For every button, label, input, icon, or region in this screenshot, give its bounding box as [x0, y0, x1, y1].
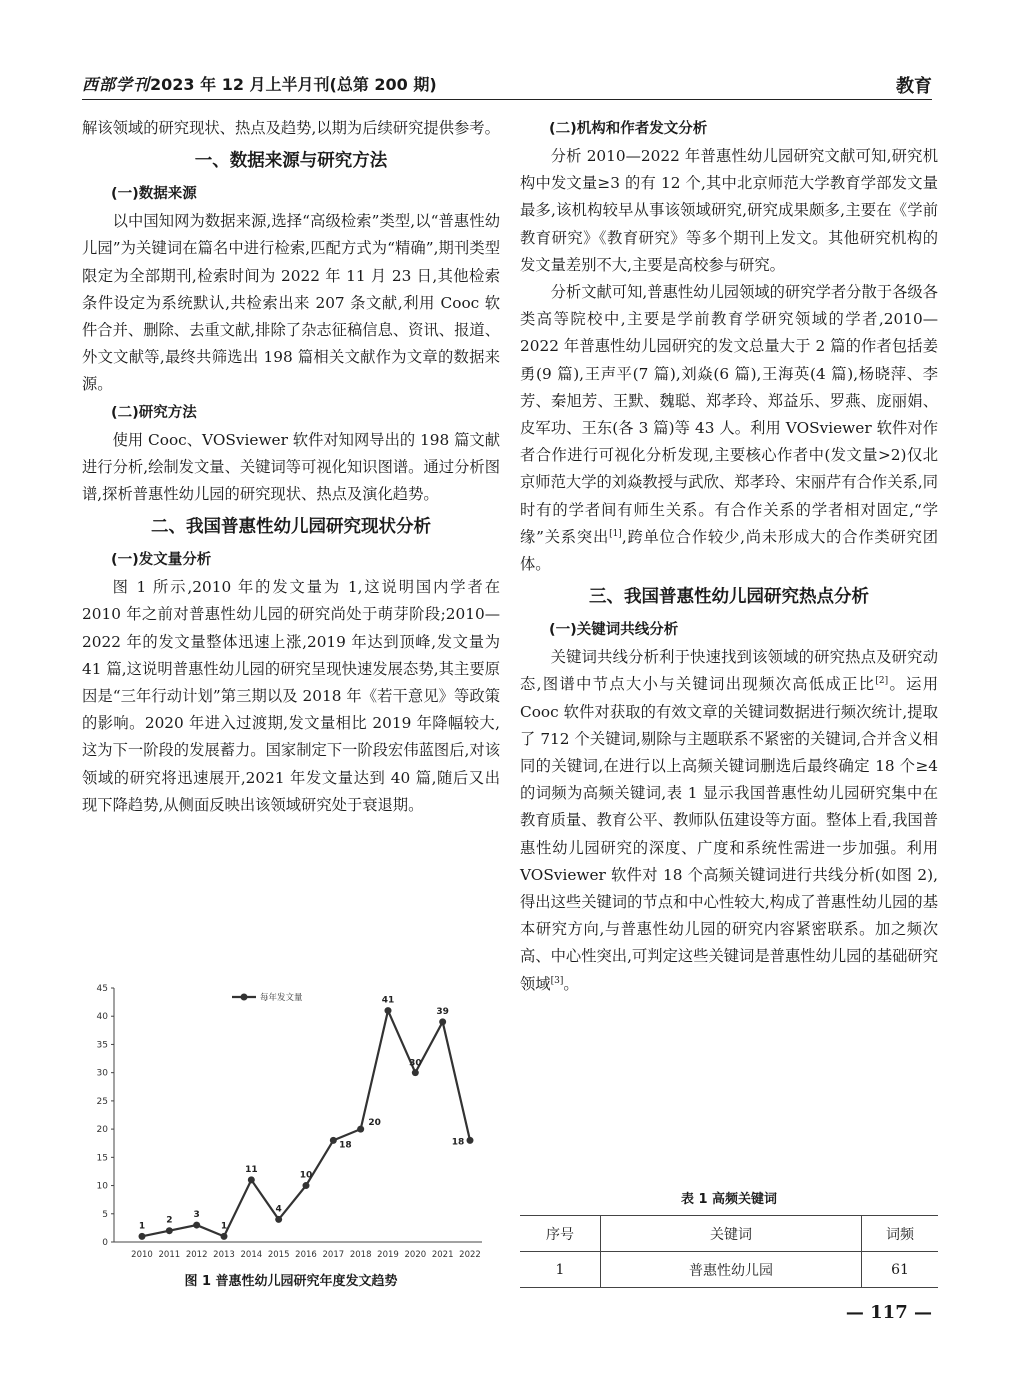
paragraph: 解该领域的研究现状、热点及趋势,以期为后续研究提供参考。: [82, 119, 500, 137]
table-cell: 1: [520, 1252, 601, 1288]
legend-label: 每年发文量: [260, 993, 303, 1003]
header-rule: [82, 99, 932, 100]
data-label: 10: [299, 1170, 313, 1181]
running-header: [82, 70, 932, 98]
data-point: [248, 1176, 255, 1183]
journal-logo: 西部学刊: [82, 75, 151, 94]
y-tick-label: 0: [102, 1238, 108, 1248]
x-tick-label: 2020: [404, 1250, 427, 1260]
paragraph: 关键词共线分析利于快速找到该领域的研究热点及研究动态,图谱中节点大小与关键词出现频次高低成正比[2]。运用 Cooc 软件对获取的有效文章的关键词数据进行频次统计,提取了 712 个关键词,剔除与主题联系不紧密的关键词,合并含义相同的关键词,在进行以上高频关键词删选后最终确定 18 个≥4 的词频为高频关键词,表 1 显示我国普惠性幼儿园研究集中在教育质量、教育公平、教师队伍建设等方面。整体上看,我国普惠性幼儿园研究的深度、广度和系统性需进一步加强。利用 VOSviewer 软件对 18 个高频关键词进行共线分析(如图 2),得出这些关键词的节点和中心性较大,构成了普惠性幼儿园的基本研究方向,与普惠性幼儿园的研究内容紧密联系。加之频次高、中心性突出,可判定这些关键词是普惠性幼儿园的基础研究领域[3]。: [520, 648, 938, 993]
x-tick-label: 2014: [240, 1250, 263, 1260]
figure-caption: 图 1 普惠性幼儿园研究年度发文趋势: [184, 1274, 398, 1289]
data-point: [412, 1069, 419, 1076]
y-tick-label: 30: [96, 1068, 108, 1079]
data-point: [221, 1233, 228, 1240]
y-tick-label: 40: [96, 1012, 108, 1023]
data-label: 30: [409, 1058, 422, 1069]
x-tick-label: 2018: [349, 1250, 372, 1260]
subsection-heading: (一)数据来源: [111, 186, 197, 203]
paragraph: 图 1 所示,2010 年的发文量为 1,这说明国内学者在 2010 年之前对普惠性幼儿园的研究尚处于萌芽阶段;2010—2022 年的发文量整体迅速上涨,2019 年达到顶峰,发文量为 41 篇,这说明普惠性幼儿园的研究呈现快速发展态势,其主要原因是“三年行动计划”第三期以及 2018 年《若干意见》等政策的影响。2020 年进入过渡期,发文量相比 2019 年降幅较大,这为下一阶段的发展蓄力。国家制定下一阶段宏伟蓝图后,对该领域的研究将迅速展开,2021 年发文量达到 40 篇,随后又出现下降趋势,从侧面反映出该领域研究处于衰退期。: [82, 578, 500, 814]
table-cell: 普惠性幼儿园: [601, 1252, 862, 1288]
citation-ref: [3]: [550, 975, 564, 986]
table-header-cell: 关键词: [601, 1216, 862, 1252]
data-point: [166, 1227, 173, 1234]
data-label: 1: [138, 1221, 146, 1232]
x-tick-label: 2022: [459, 1250, 481, 1260]
x-tick-label: 2016: [295, 1250, 317, 1260]
right-column: [520, 115, 938, 998]
data-point: [275, 1216, 282, 1223]
data-label: 4: [275, 1204, 282, 1215]
y-tick-label: 45: [96, 984, 108, 994]
y-tick-label: 20: [96, 1125, 108, 1136]
table-header-cell: 序号: [520, 1216, 601, 1252]
paragraph: 使用 Cooc、VOSviewer 软件对知网导出的 198 篇文献进行分析,绘制发文量、关键词等可视化知识图谱。通过分析图谱,探析普惠性幼儿园的研究现状、热点及演化趋势。: [82, 430, 500, 504]
line-chart: [82, 980, 500, 1270]
table-header-row: [520, 1216, 938, 1252]
section-heading: 三、我国普惠性幼儿园研究热点分析: [589, 587, 869, 608]
data-point: [193, 1222, 200, 1229]
subsection-heading: (二)研究方法: [111, 404, 197, 421]
page-number: — 117 —: [845, 1302, 932, 1323]
data-label: 39: [436, 1006, 449, 1017]
data-point: [139, 1233, 146, 1240]
data-label: 1: [220, 1221, 228, 1232]
journal-title: [82, 72, 437, 95]
table-caption: 表 1 高频关键词: [680, 1192, 778, 1207]
x-tick-label: 2011: [158, 1250, 181, 1260]
data-label: 11: [245, 1164, 258, 1175]
data-label: 18: [339, 1140, 352, 1151]
y-tick-label: 25: [96, 1096, 108, 1107]
data-label: 3: [193, 1210, 200, 1221]
subsection-heading: (一)关键词共线分析: [549, 622, 679, 639]
y-tick-label: 35: [96, 1040, 108, 1051]
section-heading: 二、我国普惠性幼儿园研究现状分析: [151, 517, 431, 538]
paragraph: 分析文献可知,普惠性幼儿园领域的研究学者分散于各级各类高等院校中,主要是学前教育学研究领域的学者,2010—2022 年普惠性幼儿园研究的发文总量大于 2 篇的作者包括姜勇(9 篇),王声平(7 篇),刘焱(6 篇),王海英(4 篇),杨晓萍、李芳、秦旭芳、王默、魏聪、郑孝玲、郑益乐、罗燕、庞丽娟、皮军功、王东(各 3 篇)等 43 人。利用 VOSviewer 软件对作者合作进行可视化分析发现,主要核心作者中(发文量>2)仅北京师范大学的刘焱教授与武欣、郑孝玲、宋丽芹有合作关系,同时有的学者间有师生关系。有合作关系的学者相对固定,“学缘”关系突出[1],跨单位合作较少,尚未形成大的合作类研究团体。: [520, 283, 938, 574]
y-tick-label: 5: [102, 1209, 108, 1220]
data-point: [357, 1126, 364, 1133]
table-row: [520, 1252, 938, 1288]
paragraph: 以中国知网为数据来源,选择“高级检索”类型,以“普惠性幼儿园”为关键词在篇名中进行检索,匹配方式为“精确”,期刊类型限定为全部期刊,检索时间为 2022 年 11 月 23 日,其他检索条件设定为系统默认,共检索出来 207 条文献,利用 Cooc 软件合并、删除、去重文献,排除了杂志征稿信息、资讯、报道、外文文献等,最终共筛选出 198 篇相关文献作为文章的数据来源。: [82, 212, 500, 394]
x-tick-label: 2019: [377, 1250, 399, 1260]
journal-issue: 2023 年 12 月上半月刊(总第 200 期): [150, 75, 437, 94]
x-tick-label: 2013: [213, 1250, 235, 1260]
x-tick-label: 2012: [185, 1250, 208, 1260]
data-point: [303, 1182, 310, 1189]
data-point: [467, 1137, 474, 1144]
citation-ref: [1]: [609, 528, 622, 539]
legend-marker: [241, 994, 248, 1001]
left-column: [82, 115, 500, 819]
data-label: 20: [368, 1118, 381, 1129]
y-tick-label: 10: [96, 1181, 108, 1192]
data-point: [439, 1018, 446, 1025]
keyword-table: [520, 1215, 938, 1288]
figure-1-chart: [82, 980, 500, 1280]
table-cell: 61: [862, 1252, 939, 1288]
data-point: [385, 1007, 392, 1014]
paragraph: 分析 2010—2022 年普惠性幼儿园研究文献可知,研究机构中发文量≥3 的有 12 个,其中北京师范大学教育学部发文量最多,该机构较早从事该领域研究,研究成果颇多,主要在《学前教育研究》《教育研究》等多个期刊上发文。其他研究机构的发文量差别不大,主要是高校参与研究。: [520, 147, 938, 274]
table-header-cell: 词频: [862, 1216, 939, 1252]
subsection-heading: (一)发文量分析: [111, 552, 212, 569]
data-label: 41: [381, 995, 395, 1006]
x-tick-label: 2021: [431, 1250, 454, 1260]
y-tick-label: 15: [96, 1153, 108, 1164]
section-name: 教育: [896, 76, 932, 97]
x-tick-label: 2010: [131, 1250, 153, 1260]
x-tick-label: 2015: [267, 1250, 290, 1260]
series-line: [142, 1011, 470, 1237]
data-label: 2: [166, 1215, 173, 1226]
section-heading: 一、数据来源与研究方法: [194, 151, 388, 172]
citation-ref: [2]: [875, 676, 889, 687]
data-point: [330, 1137, 337, 1144]
x-tick-label: 2017: [322, 1250, 345, 1260]
data-label: 18: [451, 1137, 465, 1148]
subsection-heading: (二)机构和作者发文分析: [549, 121, 708, 137]
